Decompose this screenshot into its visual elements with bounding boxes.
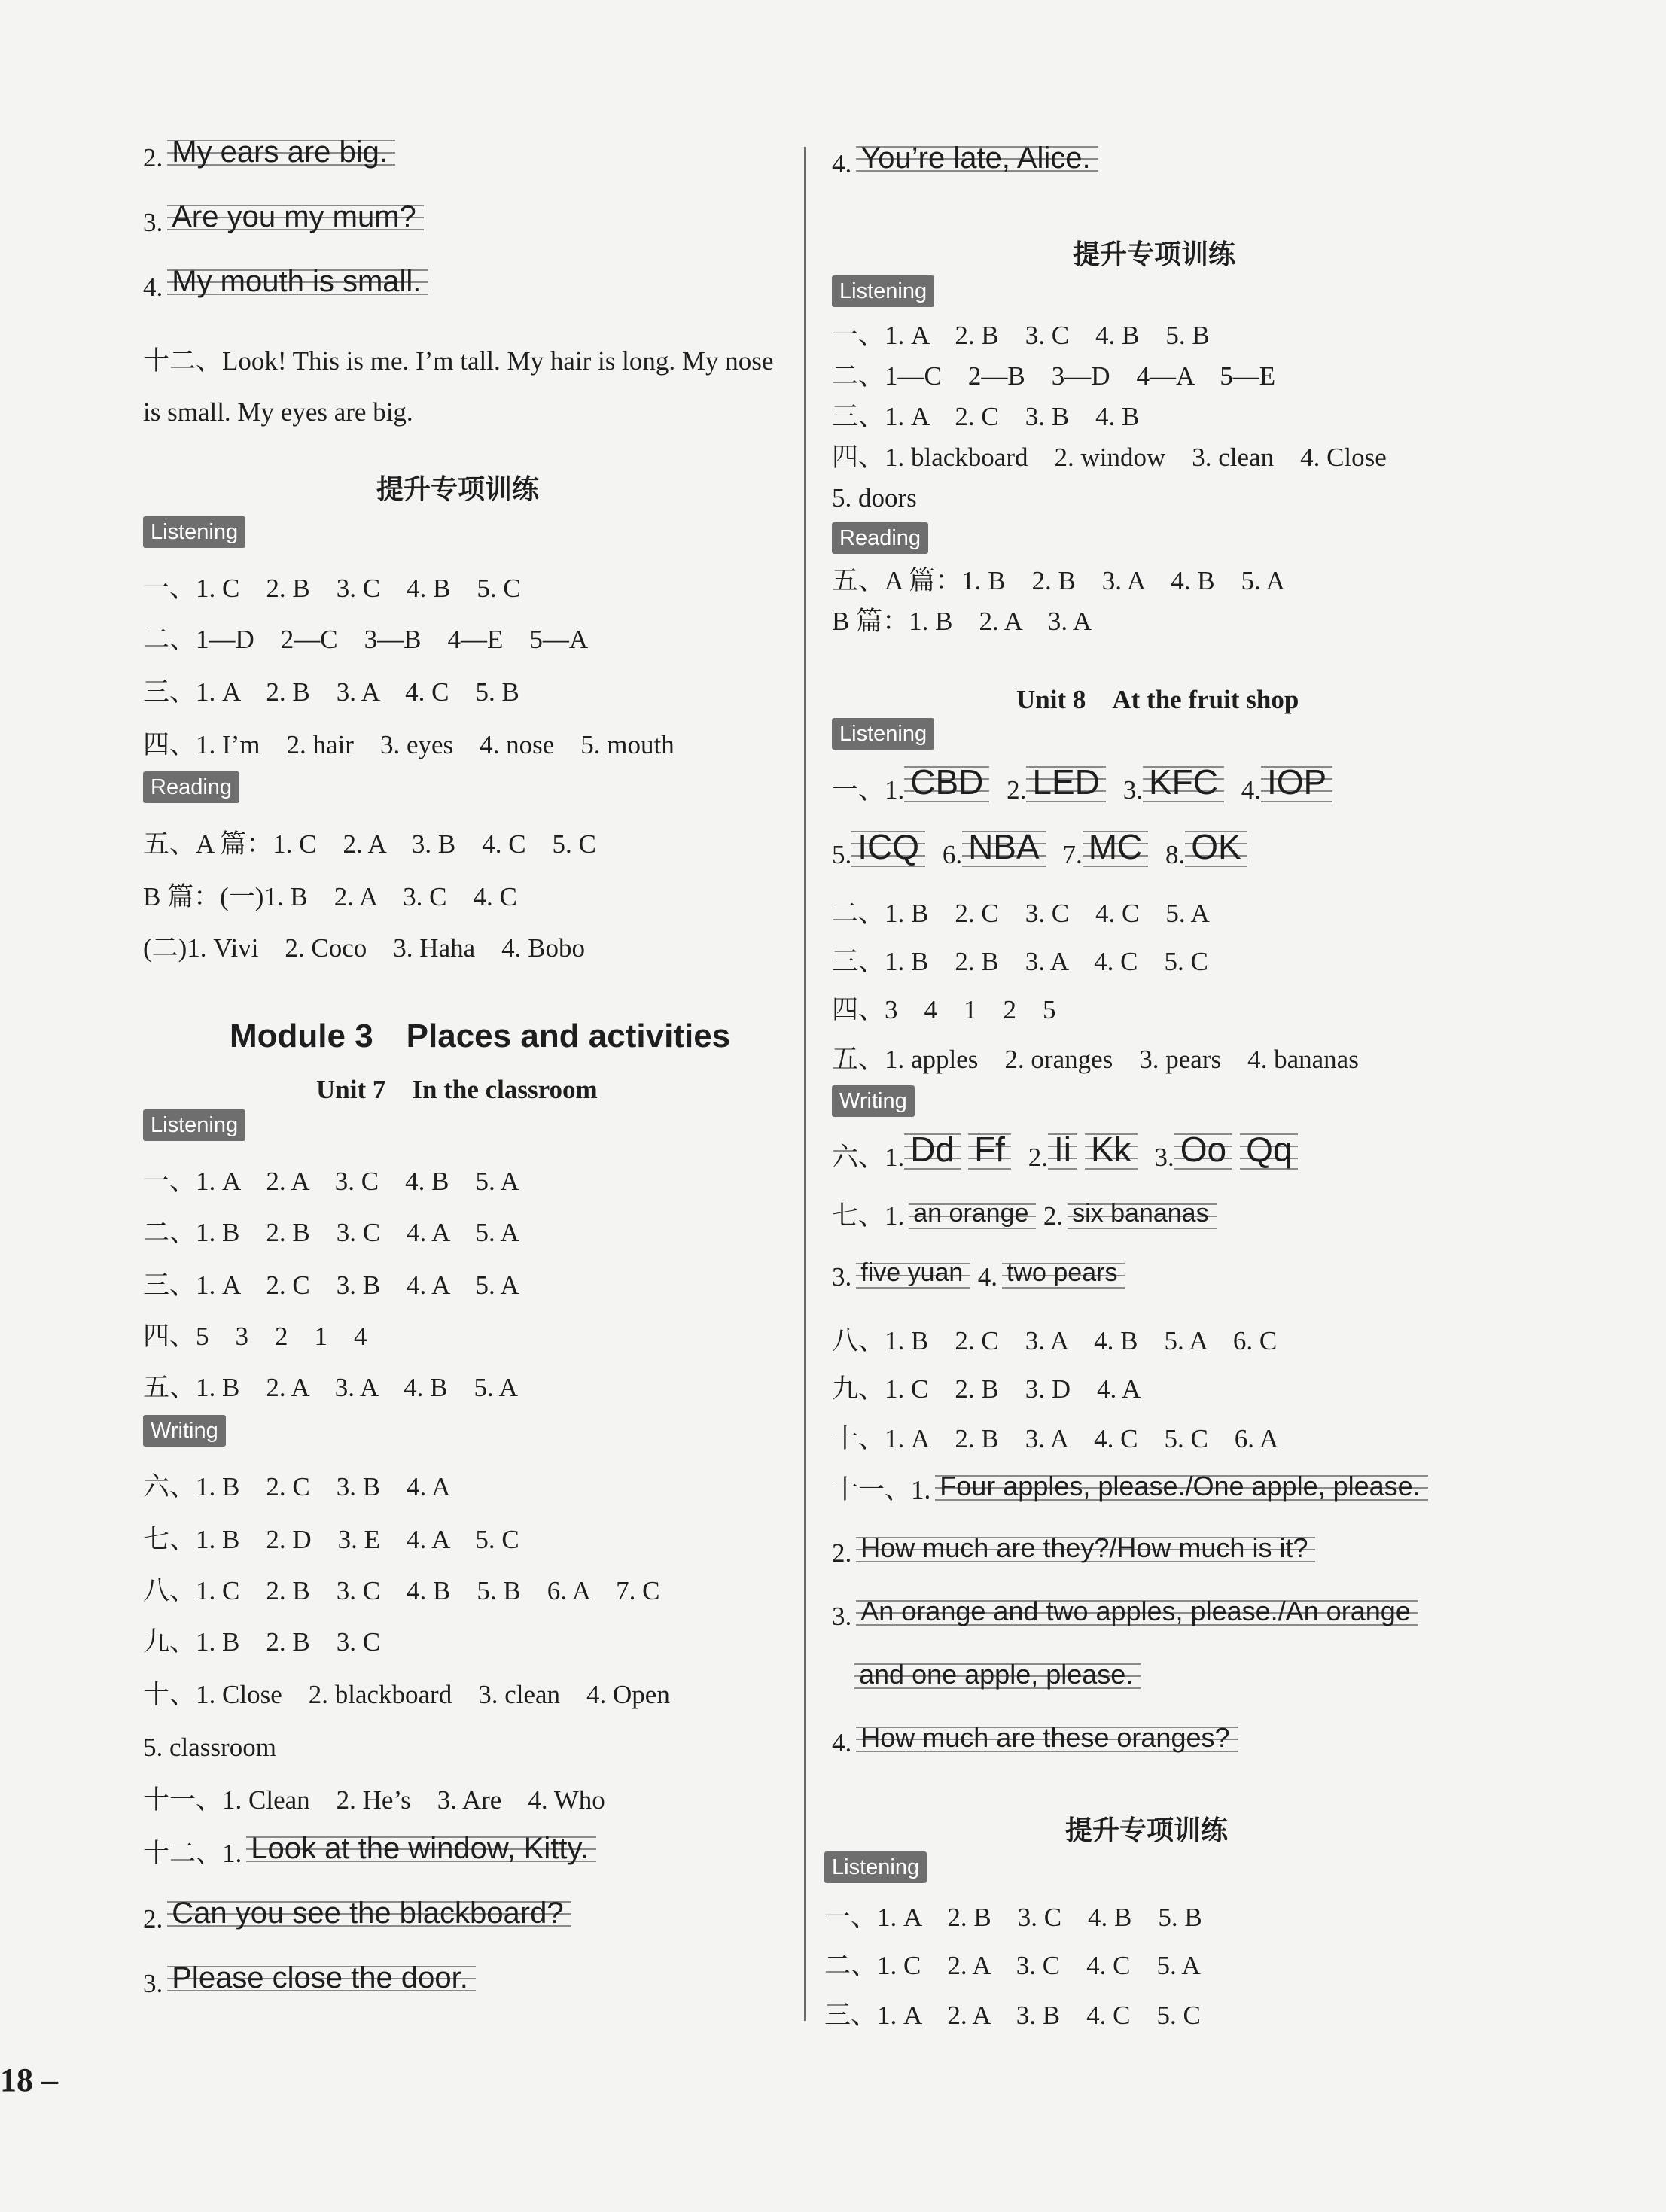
answer-line: 三、1. A 2. A 3. B 4. C 5. C xyxy=(824,2001,1201,2030)
answer-line: 5. classroom xyxy=(143,1733,276,1762)
handwritten-answer: 七、1. an orange 2. six bananas xyxy=(832,1195,1217,1233)
handwritten-answer: 3. An orange and two apples, please./An orange xyxy=(832,1596,1418,1632)
abbreviation-row: 5. ICQ 6. NBA 7. MC 8. OK xyxy=(832,826,1255,872)
answer-line: is small. My eyes are big. xyxy=(143,397,413,427)
handwritten-answer: 4. How much are these oranges? xyxy=(832,1722,1238,1758)
answer-line: 5. doors xyxy=(832,483,917,513)
answer-line: 三、1. A 2. C 3. B 4. B xyxy=(832,402,1140,431)
column-divider xyxy=(804,147,806,2021)
writing-badge: Writing xyxy=(143,1415,226,1447)
answer-line: 三、1. A 2. B 3. A 4. C 5. B xyxy=(143,677,519,707)
answer-line: 五、1. apples 2. oranges 3. pears 4. bananas xyxy=(832,1045,1359,1074)
answer-line: 十、1. Close 2. blackboard 3. clean 4. Open xyxy=(143,1680,670,1709)
listening-badge: Listening xyxy=(143,1109,245,1141)
answer-line: 二、1. B 2. C 3. C 4. C 5. A xyxy=(832,899,1210,928)
handwritten-answer: 3. Please close the door. xyxy=(143,1961,476,2000)
answer-line: 五、A 篇：1. B 2. B 3. A 4. B 5. A xyxy=(832,566,1285,595)
answer-line: 八、1. B 2. C 3. A 4. B 5. A 6. C xyxy=(832,1326,1278,1355)
answer-line: 四、5 3 2 1 4 xyxy=(143,1322,367,1351)
answer-line: 二、1—D 2—C 3—B 4—E 5—A xyxy=(143,625,589,654)
handwritten-answer: 3. five yuan 4. two pears xyxy=(832,1258,1125,1292)
answer-line: 一、1. C 2. B 3. C 4. B 5. C xyxy=(143,574,521,603)
answer-line: 九、1. B 2. B 3. C xyxy=(143,1627,381,1657)
section-title: 提升专项训练 xyxy=(1065,1815,1229,1846)
answer-line: 一、1. A 2. B 3. C 4. B 5. B xyxy=(824,1903,1202,1932)
answer-line: 十一、1. Clean 2. He’s 3. Are 4. Who xyxy=(143,1785,605,1815)
answer-line: B 篇：(一)1. B 2. A 3. C 4. C xyxy=(143,882,517,911)
handwritten-answer: 2. Can you see the blackboard? xyxy=(143,1897,571,1935)
handwritten-answer: and one apple, please. xyxy=(854,1659,1141,1695)
answer-line: 三、1. A 2. C 3. B 4. A 5. A xyxy=(143,1270,519,1300)
section-title: 提升专项训练 xyxy=(1073,239,1236,270)
answer-line: 六、1. B 2. C 3. B 4. A xyxy=(143,1472,451,1502)
answer-line: 十、1. A 2. B 3. A 4. C 5. C 6. A xyxy=(832,1424,1279,1453)
abbreviation-row: 一、1. CBD 2. LED 3. KFC 4. IOP xyxy=(832,762,1340,807)
reading-badge: Reading xyxy=(143,771,239,803)
answer-line: 一、1. A 2. A 3. C 4. B 5. A xyxy=(143,1167,519,1196)
handwritten-answer: 十二、1. Look at the window, Kitty. xyxy=(143,1832,596,1870)
answer-line: 四、1. I’m 2. hair 3. eyes 4. nose 5. mouth xyxy=(143,730,675,759)
handwritten-answer: 2. How much are they?/How much is it? xyxy=(832,1532,1315,1568)
unit-title: Unit 8 At the fruit shop xyxy=(1016,685,1299,714)
listening-badge: Listening xyxy=(824,1851,927,1883)
answer-line: 二、1. C 2. A 3. C 4. C 5. A xyxy=(824,1951,1201,1980)
letter-pairs-row: 六、1. Dd Ff 2. Ii Kk 3. Oo Qq xyxy=(832,1129,1305,1174)
page-number: 18 – xyxy=(0,2061,58,2098)
answer-line: 十二、Look! This is me. I’m tall. My hair is long. My nose xyxy=(143,346,774,376)
answer-line: 八、1. C 2. B 3. C 4. B 5. B 6. A 7. C xyxy=(143,1576,660,1605)
section-title: 提升专项训练 xyxy=(376,474,540,505)
listening-badge: Listening xyxy=(832,718,934,750)
handwritten-answer: 4. My mouth is small. xyxy=(143,265,428,303)
writing-badge: Writing xyxy=(832,1085,915,1117)
answer-line: 五、1. B 2. A 3. A 4. B 5. A xyxy=(143,1373,518,1402)
answer-line: 四、3 4 1 2 5 xyxy=(832,995,1056,1024)
module-title: Module 3 Places and activities xyxy=(230,1018,731,1054)
answer-line: (二)1. Vivi 2. Coco 3. Haha 4. Bobo xyxy=(143,933,586,963)
answer-line: B 篇：1. B 2. A 3. A xyxy=(832,607,1092,636)
answer-line: 四、1. blackboard 2. window 3. clean 4. Close xyxy=(832,443,1387,472)
answer-line: 九、1. C 2. B 3. D 4. A xyxy=(832,1374,1141,1404)
handwritten-answer: 3. Are you my mum? xyxy=(143,200,424,239)
listening-badge: Listening xyxy=(832,275,934,307)
answer-line: 七、1. B 2. D 3. E 4. A 5. C xyxy=(143,1525,519,1554)
answer-line: 三、1. B 2. B 3. A 4. C 5. C xyxy=(832,947,1208,976)
reading-badge: Reading xyxy=(832,522,928,554)
listening-badge: Listening xyxy=(143,516,245,548)
unit-title: Unit 7 In the classroom xyxy=(316,1075,598,1104)
handwritten-answer: 2. My ears are big. xyxy=(143,135,395,174)
handwritten-answer: 4. You’re late, Alice. xyxy=(832,141,1098,180)
handwritten-answer: 十一、1. Four apples, please./One apple, please. xyxy=(832,1469,1428,1507)
answer-line: 二、1. B 2. B 3. C 4. A 5. A xyxy=(143,1218,519,1247)
answer-line: 二、1—C 2—B 3—D 4—A 5—E xyxy=(832,361,1276,391)
answer-line: 一、1. A 2. B 3. C 4. B 5. B xyxy=(832,321,1210,350)
answer-line: 五、A 篇：1. C 2. A 3. B 4. C 5. C xyxy=(143,829,596,859)
